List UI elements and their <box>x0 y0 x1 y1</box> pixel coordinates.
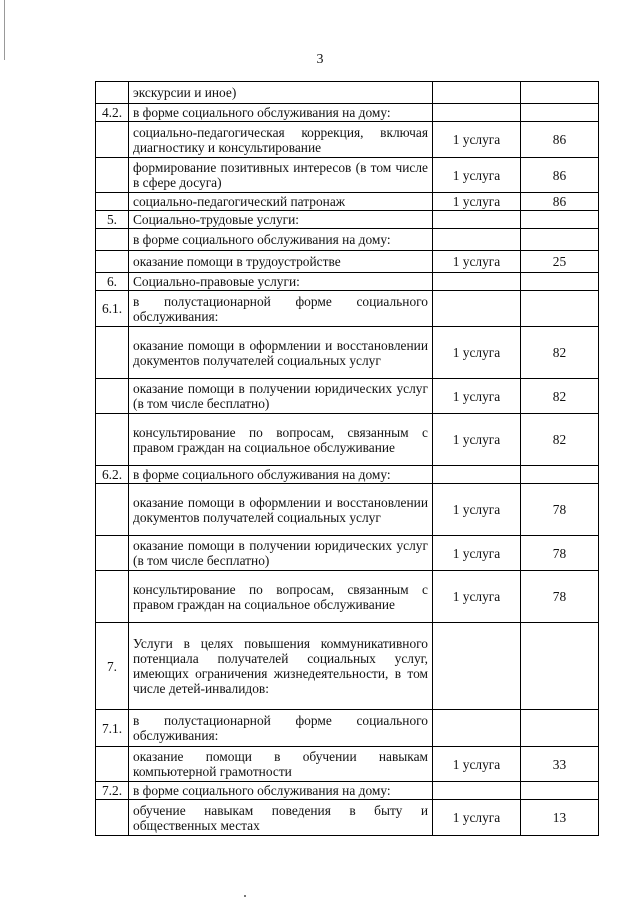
row-number-cell <box>96 229 129 251</box>
unit-cell: 1 услуга <box>433 122 521 158</box>
unit-cell <box>433 466 521 484</box>
quantity-cell: 78 <box>521 484 599 536</box>
unit-cell: 1 услуга <box>433 193 521 211</box>
row-number-cell: 6.2. <box>96 466 129 484</box>
table-row <box>96 122 599 158</box>
services-table <box>95 81 599 836</box>
row-number-cell <box>96 484 129 536</box>
unit-cell <box>433 782 521 800</box>
service-description-cell: экскурсии и иное) <box>129 82 433 104</box>
unit-cell: 1 услуга <box>433 536 521 571</box>
quantity-cell <box>521 466 599 484</box>
row-number-cell: 7. <box>96 623 129 710</box>
unit-cell: 1 услуга <box>433 484 521 536</box>
table-row <box>96 82 599 104</box>
service-description-cell: консультирование по вопросам, связанным с правом граждан на социальное обслуживание <box>129 414 433 466</box>
row-number-cell: 6.1. <box>96 291 129 327</box>
quantity-cell <box>521 623 599 710</box>
table-row <box>96 414 599 466</box>
table-row <box>96 710 599 747</box>
unit-cell <box>433 710 521 747</box>
quantity-cell <box>521 291 599 327</box>
service-description-cell: социально-педагогический патронаж <box>129 193 433 211</box>
table-row <box>96 466 599 484</box>
quantity-cell <box>521 273 599 291</box>
service-description-cell: обучение навыкам поведения в быту и общественных местах <box>129 800 433 836</box>
row-number-cell <box>96 379 129 414</box>
service-description-cell: социально-педагогическая коррекция, включая диагностику и консультирование <box>129 122 433 158</box>
row-number-cell <box>96 193 129 211</box>
scan-mark <box>244 895 246 897</box>
table-row <box>96 327 599 379</box>
table-row <box>96 193 599 211</box>
service-description-cell: в форме социального обслуживания на дому: <box>129 782 433 800</box>
row-number-cell: 7.1. <box>96 710 129 747</box>
row-number-cell: 5. <box>96 211 129 229</box>
service-description-cell: оказание помощи в обучении навыкам компьютерной грамотности <box>129 747 433 782</box>
table-row <box>96 211 599 229</box>
unit-cell: 1 услуга <box>433 747 521 782</box>
unit-cell: 1 услуга <box>433 158 521 193</box>
table-row <box>96 782 599 800</box>
service-description-cell: оказание помощи в трудоустройстве <box>129 251 433 273</box>
table-row <box>96 484 599 536</box>
table-row <box>96 251 599 273</box>
quantity-cell: 78 <box>521 536 599 571</box>
service-description-cell: оказание помощи в получении юридических услуг (в том числе бесплатно) <box>129 536 433 571</box>
unit-cell: 1 услуга <box>433 327 521 379</box>
unit-cell <box>433 82 521 104</box>
row-number-cell <box>96 122 129 158</box>
unit-cell <box>433 211 521 229</box>
quantity-cell: 33 <box>521 747 599 782</box>
table-row <box>96 291 599 327</box>
service-description-cell: в полустационарной форме социального обслуживания: <box>129 710 433 747</box>
unit-cell: 1 услуга <box>433 379 521 414</box>
service-description-cell: формирование позитивных интересов (в том числе в сфере досуга) <box>129 158 433 193</box>
unit-cell <box>433 104 521 122</box>
service-description-cell: в форме социального обслуживания на дому: <box>129 466 433 484</box>
service-description-cell: консультирование по вопросам, связанным с правом граждан на социальное обслуживание <box>129 571 433 623</box>
page-number: 3 <box>316 52 324 67</box>
quantity-cell: 82 <box>521 414 599 466</box>
service-description-cell: в полустационарной форме социального обслуживания: <box>129 291 433 327</box>
services-table-body <box>96 82 599 836</box>
table-row <box>96 158 599 193</box>
service-description-cell: Услуги в целях повышения коммуникативного потенциала получателей социальных услуг, имеющих ограничения жизнедеятельности, в том числе детей-инвалидов: <box>129 623 433 710</box>
quantity-cell: 78 <box>521 571 599 623</box>
row-number-cell: 6. <box>96 273 129 291</box>
unit-cell: 1 услуга <box>433 251 521 273</box>
row-number-cell <box>96 327 129 379</box>
table-row <box>96 800 599 836</box>
unit-cell <box>433 273 521 291</box>
unit-cell: 1 услуга <box>433 414 521 466</box>
row-number-cell <box>96 414 129 466</box>
row-number-cell <box>96 82 129 104</box>
row-number-cell <box>96 747 129 782</box>
service-description-cell: в форме социального обслуживания на дому: <box>129 104 433 122</box>
row-number-cell: 7.2. <box>96 782 129 800</box>
row-number-cell: 4.2. <box>96 104 129 122</box>
quantity-cell <box>521 104 599 122</box>
service-description-cell: оказание помощи в оформлении и восстановлении документов получателей социальных услуг <box>129 484 433 536</box>
quantity-cell <box>521 229 599 251</box>
row-number-cell <box>96 800 129 836</box>
unit-cell <box>433 291 521 327</box>
margin-rule <box>4 0 5 60</box>
row-number-cell <box>96 536 129 571</box>
quantity-cell: 25 <box>521 251 599 273</box>
unit-cell <box>433 229 521 251</box>
service-description-cell: Социально-правовые услуги: <box>129 273 433 291</box>
quantity-cell <box>521 710 599 747</box>
row-number-cell <box>96 571 129 623</box>
quantity-cell: 13 <box>521 800 599 836</box>
service-description-cell: в форме социального обслуживания на дому: <box>129 229 433 251</box>
quantity-cell: 82 <box>521 379 599 414</box>
table-row <box>96 571 599 623</box>
quantity-cell <box>521 782 599 800</box>
unit-cell: 1 услуга <box>433 571 521 623</box>
table-row <box>96 104 599 122</box>
table-row <box>96 229 599 251</box>
quantity-cell: 86 <box>521 158 599 193</box>
table-row <box>96 536 599 571</box>
quantity-cell: 82 <box>521 327 599 379</box>
quantity-cell: 86 <box>521 193 599 211</box>
quantity-cell: 86 <box>521 122 599 158</box>
row-number-cell <box>96 158 129 193</box>
quantity-cell <box>521 211 599 229</box>
service-description-cell: оказание помощи в получении юридических услуг (в том числе бесплатно) <box>129 379 433 414</box>
table-row <box>96 273 599 291</box>
row-number-cell <box>96 251 129 273</box>
table-row <box>96 747 599 782</box>
service-description-cell: оказание помощи в оформлении и восстановлении документов получателей социальных услуг <box>129 327 433 379</box>
service-description-cell: Социально-трудовые услуги: <box>129 211 433 229</box>
unit-cell <box>433 623 521 710</box>
table-row <box>96 623 599 710</box>
quantity-cell <box>521 82 599 104</box>
unit-cell: 1 услуга <box>433 800 521 836</box>
table-row <box>96 379 599 414</box>
